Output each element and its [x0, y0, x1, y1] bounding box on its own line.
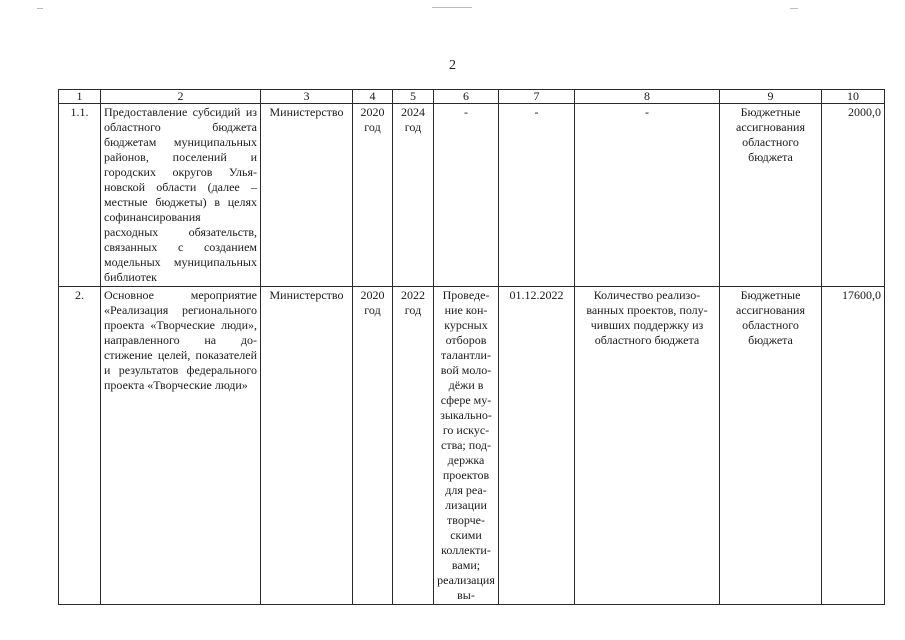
funding-amount: 2000,0	[822, 104, 885, 287]
header-row	[59, 90, 885, 104]
row-number: 1.1.	[59, 104, 101, 287]
col-header-3: 3	[261, 90, 353, 104]
scan-speck	[432, 7, 472, 8]
funding-amount: 17600,0	[822, 287, 885, 605]
executor: Министерство	[261, 287, 353, 605]
table-row	[59, 287, 885, 605]
start-year: 2020 год	[353, 104, 393, 287]
table-row	[59, 104, 885, 287]
page-number: 2	[449, 58, 456, 73]
col-header-8: 8	[575, 90, 720, 104]
program-table	[58, 89, 885, 605]
activity-description: Проведение конкурсных отборов талантливой молодёжи в сфере музыкального искусства; поддержка проектов для реализации творческими коллективами; реализация вы-	[434, 287, 499, 605]
executor: Министерство	[261, 104, 353, 287]
indicator: Количество реализованных проектов, получивших поддержку из областного бюджета	[575, 287, 720, 605]
col-header-10: 10	[822, 90, 885, 104]
funding-source: Бюджетные ассигнования областного бюджета	[720, 287, 822, 605]
deadline: -	[499, 104, 575, 287]
funding-source: Бюджетные ассигнования областного бюджета	[720, 104, 822, 287]
scan-speck	[37, 8, 43, 9]
col-header-2: 2	[101, 90, 261, 104]
start-year: 2020 год	[353, 287, 393, 605]
scan-speck	[790, 8, 798, 9]
deadline: 01.12.2022	[499, 287, 575, 605]
col-header-9: 9	[720, 90, 822, 104]
col-header-7: 7	[499, 90, 575, 104]
col-header-1: 1	[59, 90, 101, 104]
col-header-4: 4	[353, 90, 393, 104]
end-year: 2022 год	[393, 287, 434, 605]
activity-description: -	[434, 104, 499, 287]
measure-name: Основное мероприятие «Реализация регионального проекта «Творческие люди», направленного на достижение целей, показателей и результатов федерального проекта «Творческие люди»	[101, 287, 261, 605]
indicator: -	[575, 104, 720, 287]
end-year: 2024 год	[393, 104, 434, 287]
col-header-5: 5	[393, 90, 434, 104]
col-header-6: 6	[434, 90, 499, 104]
measure-name: Предоставление субсидий из областного бюджета бюджетам муниципальных районов, поселений и городских округов Ульяновской области (далее – местные бюджеты) в целях софинансирования расходных обязательств, связанных с созданием модельных муниципальных библиотек	[101, 104, 261, 287]
row-number: 2.	[59, 287, 101, 605]
